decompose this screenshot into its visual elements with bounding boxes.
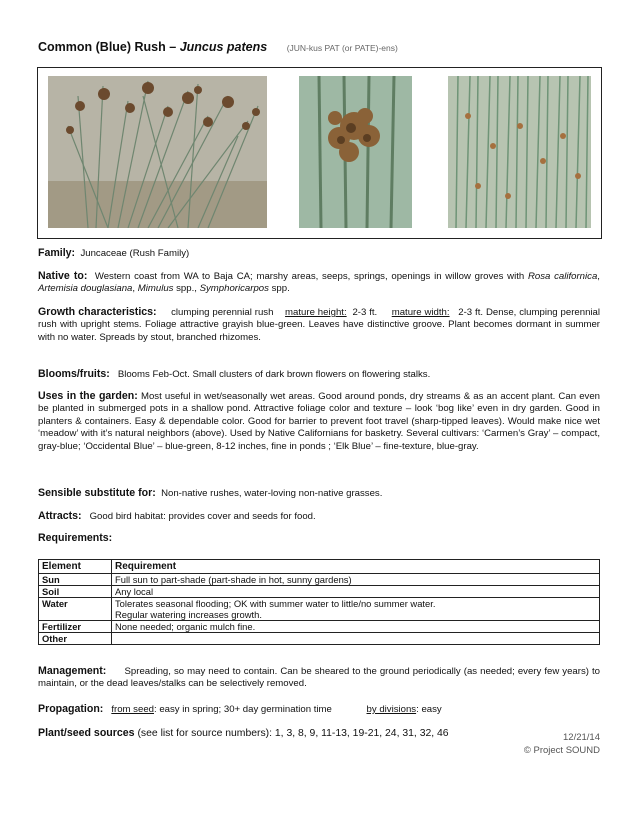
photo-flower-closeup bbox=[299, 76, 412, 228]
requirement-line: Regular watering increases growth. bbox=[115, 609, 262, 620]
division-label: by divisions bbox=[366, 704, 417, 715]
substitute-label: Sensible substitute for: bbox=[38, 487, 156, 499]
management-value: Spreading, so may need to contain. Can be sheared to the ground periodically (as needed; every few years) to maintain, or the dead leaves/stalks can be selectively removed. bbox=[38, 666, 600, 690]
requirement-line: Tolerates seasonal flooding; OK with summer water to little/no summer water. bbox=[115, 598, 436, 609]
propagation-label: Propagation: bbox=[38, 703, 104, 715]
requirements-heading bbox=[38, 532, 600, 545]
element-cell: Water bbox=[39, 598, 112, 621]
uses-section bbox=[38, 390, 600, 453]
family-label: Family: bbox=[38, 247, 76, 259]
requirement-cell: None needed; organic mulch fine. bbox=[112, 621, 600, 633]
attracts-value: Good bird habitat: provides cover and seeds for food. bbox=[89, 511, 316, 522]
native-text: Western coast from WA to Baja CA; marshy areas, seeps, springs, openings in willow groves with bbox=[94, 271, 528, 282]
growth-summary: clumping perennial rush bbox=[171, 307, 274, 318]
growth-label: Growth characteristics: bbox=[38, 306, 157, 318]
pronunciation: (JUN-kus PAT (or PATE)-ens) bbox=[286, 43, 398, 53]
management-section bbox=[38, 665, 600, 691]
blooms-label: Blooms/fruits: bbox=[38, 368, 110, 380]
native-sep: spp., bbox=[173, 283, 200, 295]
species-artemisia: Artemisia douglasiana bbox=[38, 283, 133, 295]
header-element: Element bbox=[39, 560, 112, 574]
species-mimulus: Mimulus bbox=[137, 283, 174, 295]
growth-section bbox=[38, 306, 600, 344]
table-row bbox=[39, 633, 600, 645]
native-sep: , bbox=[597, 271, 600, 282]
element-cell: Soil bbox=[39, 586, 112, 598]
seed-value: : easy in spring; 30+ day germination time bbox=[154, 704, 332, 715]
copyright: © Project SOUND bbox=[523, 745, 600, 756]
native-sep: , bbox=[132, 283, 138, 295]
native-section bbox=[38, 270, 600, 296]
height-label: mature height: bbox=[285, 307, 347, 318]
table-row bbox=[39, 598, 600, 621]
species-symphoricarpos: Symphoricarpos bbox=[199, 283, 269, 295]
division-value: : easy bbox=[416, 704, 442, 715]
page-title bbox=[38, 40, 398, 54]
blooms-value: Blooms Feb-Oct. Small clusters of dark brown flowers on flowering stalks. bbox=[117, 369, 431, 380]
width-label: mature width: bbox=[391, 307, 450, 318]
width-value: 2-3 ft. bbox=[458, 307, 484, 318]
title-dash: – bbox=[165, 40, 180, 54]
photo-clump bbox=[48, 76, 267, 228]
table-row bbox=[39, 621, 600, 633]
family-section bbox=[38, 247, 600, 260]
substitute-value: Non-native rushes, water-loving non-native grasses. bbox=[161, 488, 383, 499]
seed-label: from seed bbox=[111, 704, 154, 715]
photo-strip bbox=[37, 67, 602, 239]
requirements-label: Requirements: bbox=[38, 532, 113, 544]
sources-label: Plant/seed sources bbox=[38, 727, 135, 739]
substitute-section bbox=[38, 487, 600, 500]
family-value: Juncaceae (Rush Family) bbox=[80, 248, 190, 259]
element-cell: Fertilizer bbox=[39, 621, 112, 633]
common-name: Common (Blue) Rush bbox=[38, 40, 166, 54]
table-row bbox=[39, 574, 600, 586]
propagation-section bbox=[38, 703, 600, 716]
growth-description: Dense, clumping perennial rush with upright stems. Foliage attractive grayish blue-green. Leaves have distinctive groove. Plant becomes dormant in summer with no water. Spreads by stout, branched rhizomes. bbox=[38, 307, 601, 343]
species-rosa: Rosa californica bbox=[527, 271, 598, 282]
element-cell: Other bbox=[39, 633, 112, 645]
sources-section bbox=[38, 727, 498, 740]
photo-foliage bbox=[448, 76, 591, 228]
requirement-cell bbox=[112, 633, 600, 645]
uses-label: Uses in the garden: bbox=[38, 390, 138, 402]
requirement-cell: Full sun to part-shade (part-shade in hot, sunny gardens) bbox=[112, 574, 600, 586]
requirement-cell: Any local bbox=[112, 586, 600, 598]
uses-value: Most useful in wet/seasonally wet areas. Good around ponds, dry streams & as an accent plant. Can even be planted in submerged pots in a shallow pond. Attractive foliage color and texture – look ‘bog like’ even in dry garden. Good in planters & containers. Easy & dependable color. Good for barrier to prevent foot travel (sharp-tipped leaves). Would make nice wet ‘meadow’ with it’s natural neighbors (above). Used by Native Californians for basketry. Several cultivars: ‘Carmen’s Gray’ – compact, gray-blue; ‘Occidental Blue’ – blue-green, 8-12 inches, fine in ponds ; ‘Elk Blue’ – fine-texture, blue-gray. bbox=[38, 391, 601, 452]
header-requirement: Requirement bbox=[112, 560, 600, 574]
requirements-table bbox=[38, 559, 600, 645]
attracts-section bbox=[38, 510, 600, 523]
table-row bbox=[39, 586, 600, 598]
element-cell: Sun bbox=[39, 574, 112, 586]
height-value: 2-3 ft. bbox=[352, 307, 378, 318]
table-header-row bbox=[39, 560, 600, 574]
attracts-label: Attracts: bbox=[38, 510, 82, 522]
sources-value: (see list for source numbers): 1, 3, 8, 9, 11-13, 19-21, 24, 31, 32, 46 bbox=[134, 728, 449, 739]
footer bbox=[524, 731, 600, 757]
blooms-section bbox=[38, 368, 600, 381]
native-label: Native to: bbox=[38, 270, 88, 282]
document-date: 12/21/14 bbox=[563, 732, 600, 743]
requirement-cell bbox=[112, 598, 600, 621]
management-label: Management: bbox=[38, 665, 107, 677]
scientific-name: Juncus patens bbox=[179, 40, 268, 54]
native-end: spp. bbox=[268, 283, 290, 295]
